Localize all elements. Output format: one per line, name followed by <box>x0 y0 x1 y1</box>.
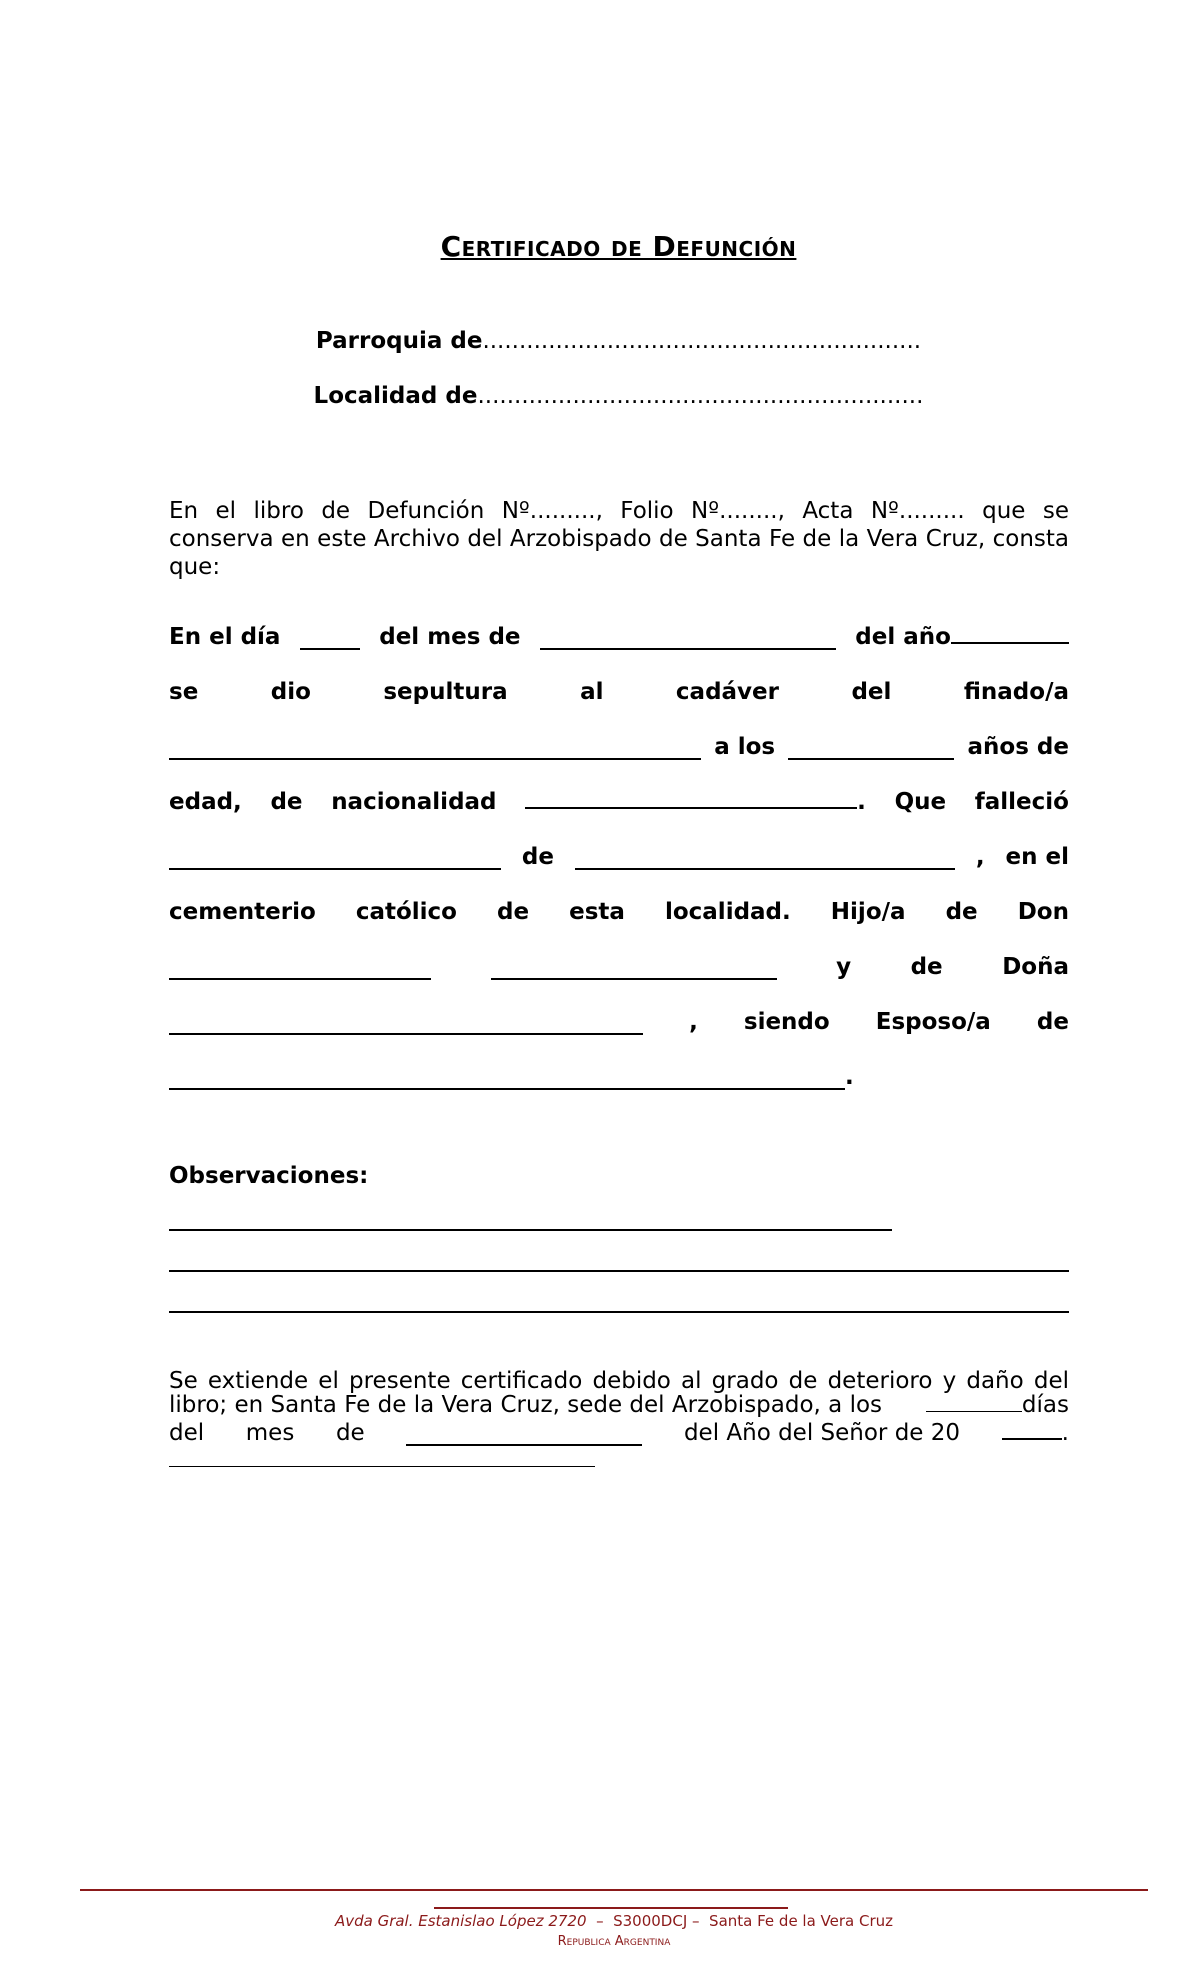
age-blank <box>788 734 954 760</box>
word: Don <box>1017 899 1069 925</box>
text-anos-de: años de <box>967 734 1069 760</box>
parroquia-line <box>0 328 1200 354</box>
word: se <box>169 679 199 705</box>
footer-address <box>0 1912 1200 1930</box>
footer-address-city: – S3000DCJ – Santa Fe de la Vera Cruz <box>586 1912 894 1930</box>
year-suffix-group <box>1002 1416 1069 1446</box>
observaciones-line-3 <box>169 1311 1069 1313</box>
father-name-blank-1 <box>169 954 431 980</box>
body-row-2 <box>169 675 1069 705</box>
footer-divider <box>80 1889 1148 1891</box>
text-en-el: en el <box>1005 844 1069 870</box>
period: . <box>857 789 866 815</box>
text-en-el-dia: En el día <box>169 624 281 650</box>
word: siendo <box>743 1009 830 1035</box>
word: de <box>945 899 978 925</box>
closing-text-2b: días <box>1021 1392 1069 1418</box>
word: Doña <box>1002 954 1069 980</box>
nationality-blank <box>525 783 857 809</box>
closing-text-2a: libro; en Santa Fe de la Vera Cruz, sede del Arzobispado, a los <box>169 1392 883 1418</box>
day-blank <box>300 624 360 650</box>
days-group <box>926 1389 1069 1418</box>
body-row-3 <box>169 730 1069 760</box>
word: localidad. <box>664 899 791 925</box>
observaciones-line-2 <box>169 1270 1069 1272</box>
year-blank <box>951 618 1069 644</box>
body-row-8 <box>169 1005 1069 1035</box>
comma: , <box>689 1009 698 1035</box>
localidad-label: Localidad de <box>313 383 478 409</box>
closing-line-3 <box>169 1418 1069 1446</box>
word: esta <box>569 899 625 925</box>
death-date-blank <box>169 844 501 870</box>
month-blank <box>540 624 836 650</box>
deceased-name-blank <box>169 734 701 760</box>
text-a-los: a los <box>714 734 776 760</box>
word: al <box>580 679 604 705</box>
footer-country: Republica Argentina <box>557 1934 671 1949</box>
observaciones-line-1 <box>169 1229 892 1231</box>
word: dio <box>270 679 311 705</box>
word: edad, <box>169 789 242 815</box>
word: Esposo/a <box>875 1009 991 1035</box>
closing-year-blank <box>1002 1416 1062 1440</box>
word: de <box>1036 1009 1069 1035</box>
footer-address-street: Avda Gral. Estanislao López 2720 <box>334 1912 587 1930</box>
spouse-name-blank <box>169 1064 845 1090</box>
word: del <box>851 679 892 705</box>
word: cadáver <box>675 679 779 705</box>
year-group <box>855 618 1069 650</box>
comma: , <box>975 844 985 870</box>
closing-line-2 <box>169 1390 1069 1418</box>
closing-text-3b: del Año del Señor de 20 <box>683 1420 961 1446</box>
closing-text-3c: . <box>1061 1420 1069 1446</box>
word: falleció <box>974 789 1069 815</box>
body-row-1 <box>169 620 1069 650</box>
signature-line <box>169 1466 595 1467</box>
footer-short-divider <box>434 1907 788 1909</box>
intro-paragraph: En el libro de Defunción Nº........., Folio Nº........, Acta Nº......... que se conserva en este Archivo del Arzobispado de Santa Fe de la Vera Cruz, consta que: <box>169 498 1069 580</box>
localidad-line <box>0 383 1200 409</box>
word: Hijo/a <box>830 899 906 925</box>
word: católico <box>355 899 457 925</box>
word-mes: mes <box>245 1420 295 1446</box>
parroquia-dots: ............................................................ <box>482 328 922 354</box>
period: . <box>845 1064 854 1090</box>
word: finado/a <box>963 679 1069 705</box>
body-row-9 <box>169 1060 1069 1090</box>
closing-month-blank <box>406 1422 642 1446</box>
word-del: del <box>169 1420 205 1446</box>
word-de: de <box>335 1420 365 1446</box>
word: de <box>497 899 530 925</box>
word: de <box>910 954 943 980</box>
observaciones-label: Observaciones: <box>169 1163 369 1189</box>
closing-days-blank <box>926 1389 1022 1412</box>
text-del-ano: del año <box>855 624 951 650</box>
body-row-5 <box>169 840 1069 870</box>
word: de <box>270 789 303 815</box>
localidad-dots: ............................................................. <box>477 383 924 409</box>
text-de: de <box>521 844 554 870</box>
parroquia-label: Parroquia de <box>315 328 483 354</box>
nationality-group <box>525 783 866 815</box>
body-row-6 <box>169 895 1069 925</box>
word: y <box>836 954 852 980</box>
text-del-mes-de: del mes de <box>379 624 521 650</box>
word: nacionalidad <box>331 789 497 815</box>
document-title: Certificado de Defunción <box>440 230 797 263</box>
body-row-7 <box>169 950 1069 980</box>
father-name-blank-2 <box>491 954 777 980</box>
word: cementerio <box>169 899 316 925</box>
mother-name-blank <box>169 1009 643 1035</box>
word: Que <box>894 789 947 815</box>
death-place-blank <box>575 844 955 870</box>
word: sepultura <box>383 679 508 705</box>
closing-line-1: Se extiende el presente certificado debido al grado de deterioro y daño del <box>169 1368 1069 1394</box>
body-row-4 <box>169 785 1069 815</box>
